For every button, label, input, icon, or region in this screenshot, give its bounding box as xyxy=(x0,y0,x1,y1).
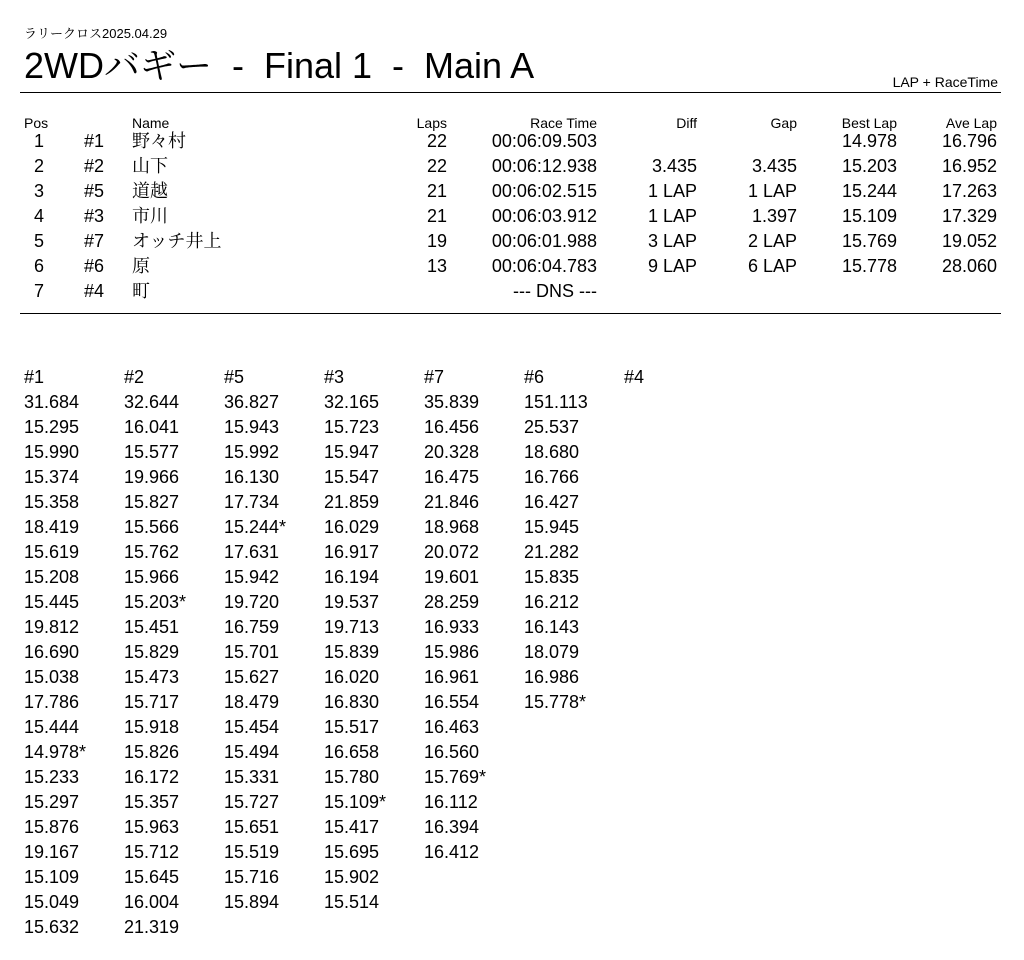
car-number-cell: #6 xyxy=(84,256,105,276)
lap-time: 15.203* xyxy=(124,592,187,612)
lap-column xyxy=(424,365,524,865)
result-row xyxy=(0,129,1024,154)
lap-time: 15.829 xyxy=(124,642,180,662)
best-lap-cell: 15.778 xyxy=(841,256,897,276)
lap-time: 15.902 xyxy=(324,867,380,887)
lap-time: 21.846 xyxy=(424,492,480,512)
car-number-cell: #1 xyxy=(84,131,105,151)
lap-time: 16.690 xyxy=(24,642,80,662)
top-divider xyxy=(20,92,1001,93)
lap-time: 15.331 xyxy=(224,767,280,787)
lap-time: 15.717 xyxy=(124,692,180,712)
lap-time: 31.684 xyxy=(24,392,80,412)
best-lap-cell: 15.769 xyxy=(841,231,897,251)
lap-time: 15.627 xyxy=(224,667,280,687)
lap-column-header: #1 xyxy=(24,367,45,387)
diff-cell: 3 LAP xyxy=(647,231,697,251)
lap-time: 15.727 xyxy=(224,792,280,812)
driver-name-cell: 町 xyxy=(132,281,150,301)
lap-time: 35.839 xyxy=(424,392,480,412)
diff-cell: 3.435 xyxy=(651,156,697,176)
lap-time: 15.992 xyxy=(224,442,280,462)
laps-cell: 19 xyxy=(426,231,447,251)
lap-time: 15.445 xyxy=(24,592,80,612)
laps-header: Laps xyxy=(416,115,447,131)
page-title: 2WDバギー - Final 1 - Main A xyxy=(24,45,535,86)
lap-time: 15.473 xyxy=(124,667,180,687)
lap-time: 15.295 xyxy=(24,417,80,437)
ave-lap-cell: 16.952 xyxy=(941,156,997,176)
driver-name-cell: 原 xyxy=(132,256,150,276)
pos-cell: 4 xyxy=(33,206,44,226)
lap-time: 16.194 xyxy=(324,567,380,587)
lap-time: 15.943 xyxy=(224,417,280,437)
lap-time: 15.716 xyxy=(224,867,280,887)
diff-cell: 9 LAP xyxy=(647,256,697,276)
pos-cell: 6 xyxy=(33,256,44,276)
gap-header: Gap xyxy=(770,115,797,131)
ave-lap-cell: 19.052 xyxy=(941,231,997,251)
lap-time: 15.945 xyxy=(524,517,580,537)
lap-time: 16.172 xyxy=(124,767,180,787)
laps-cell: 21 xyxy=(426,206,447,226)
lap-time: 15.780 xyxy=(324,767,380,787)
lap-time: 15.454 xyxy=(224,717,280,737)
lap-time: 18.680 xyxy=(524,442,580,462)
lap-time: 16.112 xyxy=(424,792,478,812)
gap-cell: 6 LAP xyxy=(747,256,797,276)
lap-time: 16.830 xyxy=(324,692,380,712)
lap-time: 18.479 xyxy=(224,692,280,712)
car-number-cell: #7 xyxy=(84,231,105,251)
lap-time: 16.766 xyxy=(524,467,580,487)
results-table xyxy=(0,114,1024,307)
ave-lap-cell: 17.263 xyxy=(941,181,997,201)
pos-cell: 1 xyxy=(33,131,44,151)
lap-time: 16.427 xyxy=(524,492,580,512)
lap-time: 15.947 xyxy=(324,442,380,462)
lap-time: 15.494 xyxy=(224,742,280,762)
lap-time: 16.463 xyxy=(424,717,480,737)
lap-time: 19.966 xyxy=(124,467,180,487)
lap-column xyxy=(24,365,124,940)
lap-time: 15.109* xyxy=(324,792,387,812)
best-lap-header: Best Lap xyxy=(841,115,897,131)
laps-cell: 13 xyxy=(426,256,447,276)
lap-time: 16.412 xyxy=(424,842,480,862)
lap-time: 15.519 xyxy=(224,842,280,862)
lap-time: 15.619 xyxy=(24,542,80,562)
lap-time: 15.374 xyxy=(24,467,80,487)
lap-time: 15.358 xyxy=(24,492,80,512)
lap-time: 15.701 xyxy=(224,642,280,662)
lap-column xyxy=(624,365,724,390)
lap-time: 19.812 xyxy=(24,617,80,637)
lap-time: 15.942 xyxy=(224,567,280,587)
lap-time: 16.004 xyxy=(124,892,180,912)
gap-cell: 1.397 xyxy=(751,206,797,226)
pos-cell: 5 xyxy=(33,231,44,251)
lap-time: 17.786 xyxy=(24,692,80,712)
lap-time: 15.966 xyxy=(124,567,180,587)
lap-column xyxy=(524,365,624,715)
result-row xyxy=(0,154,1024,179)
laps-cell: 21 xyxy=(426,181,447,201)
race-time-cell: 00:06:04.783 xyxy=(491,256,597,276)
lap-time: 17.734 xyxy=(224,492,280,512)
car-number-cell: #4 xyxy=(84,281,105,301)
lap-time: 15.049 xyxy=(24,892,80,912)
lap-time: 15.769* xyxy=(424,767,487,787)
lap-column xyxy=(324,365,424,915)
race-time-cell: 00:06:09.503 xyxy=(491,131,597,151)
lap-time: 15.451 xyxy=(124,617,180,637)
lap-time: 16.961 xyxy=(424,667,480,687)
lap-column-header: #7 xyxy=(424,367,445,387)
lap-time: 16.658 xyxy=(324,742,380,762)
lap-time: 16.456 xyxy=(424,417,480,437)
lap-time: 15.827 xyxy=(124,492,180,512)
driver-name-cell: 市川 xyxy=(132,206,168,226)
lap-time: 15.417 xyxy=(324,817,380,837)
lap-time: 15.651 xyxy=(224,817,280,837)
gap-cell: 1 LAP xyxy=(747,181,797,201)
lap-time: 15.986 xyxy=(424,642,480,662)
lap-time: 16.933 xyxy=(424,617,480,637)
best-lap-cell: 15.244 xyxy=(841,181,897,201)
lap-column-header: #5 xyxy=(224,367,245,387)
bottom-divider xyxy=(20,313,1001,314)
diff-cell: 1 LAP xyxy=(647,206,697,226)
ave-lap-cell: 28.060 xyxy=(941,256,997,276)
lap-time: 25.537 xyxy=(524,417,580,437)
lap-time: 15.918 xyxy=(124,717,180,737)
lap-time: 16.029 xyxy=(324,517,380,537)
driver-name-cell: オッチ井上 xyxy=(132,231,222,251)
lap-time: 19.720 xyxy=(224,592,280,612)
result-row xyxy=(0,179,1024,204)
event-label: ラリークロス2025.04.29 xyxy=(24,26,168,41)
lap-time: 16.759 xyxy=(224,617,280,637)
lap-time: 15.990 xyxy=(24,442,80,462)
lap-time: 36.827 xyxy=(224,392,280,412)
lap-time: 15.233 xyxy=(24,767,80,787)
gap-cell: 2 LAP xyxy=(747,231,797,251)
lap-time: 15.712 xyxy=(124,842,180,862)
lap-time: 21.859 xyxy=(324,492,380,512)
pos-cell: 3 xyxy=(33,181,44,201)
lap-time: 16.554 xyxy=(424,692,480,712)
lap-time: 16.394 xyxy=(424,817,480,837)
lap-time: 16.986 xyxy=(524,667,580,687)
lap-time: 20.328 xyxy=(424,442,480,462)
lap-time: 14.978* xyxy=(24,742,87,762)
lap-time: 15.514 xyxy=(324,892,380,912)
lap-time: 15.547 xyxy=(324,467,380,487)
car-number-cell: #2 xyxy=(84,156,105,176)
lap-time: 15.577 xyxy=(124,442,180,462)
lap-time: 16.917 xyxy=(324,542,380,562)
result-row xyxy=(0,204,1024,229)
lap-column-header: #3 xyxy=(324,367,345,387)
lap-time: 18.079 xyxy=(524,642,580,662)
lap-time: 15.835 xyxy=(524,567,580,587)
lap-time: 17.631 xyxy=(224,542,280,562)
lap-time: 151.113 xyxy=(524,392,588,412)
ave-lap-cell: 17.329 xyxy=(941,206,997,226)
lap-time: 15.778* xyxy=(524,692,587,712)
lap-time: 16.475 xyxy=(424,467,480,487)
lap-time: 32.165 xyxy=(324,392,380,412)
lap-time: 19.601 xyxy=(424,567,480,587)
lap-time: 32.644 xyxy=(124,392,180,412)
lap-time: 15.517 xyxy=(324,717,380,737)
lap-time: 19.713 xyxy=(324,617,380,637)
laps-cell: 22 xyxy=(426,156,447,176)
lap-time: 15.839 xyxy=(324,642,380,662)
dns-status: --- DNS --- xyxy=(513,281,597,301)
lap-time: 15.894 xyxy=(224,892,280,912)
lap-time: 18.419 xyxy=(24,517,80,537)
lap-time: 15.645 xyxy=(124,867,180,887)
lap-time: 15.876 xyxy=(24,817,80,837)
lap-time: 15.297 xyxy=(24,792,80,812)
format-label: LAP + RaceTime xyxy=(892,74,998,90)
lap-time: 16.212 xyxy=(524,592,580,612)
lap-column-header: #6 xyxy=(524,367,545,387)
car-number-cell: #5 xyxy=(84,181,105,201)
lap-time: 15.566 xyxy=(124,517,180,537)
diff-cell: 1 LAP xyxy=(647,181,697,201)
result-row-dns xyxy=(0,279,1024,304)
lap-time: 16.560 xyxy=(424,742,480,762)
race-time-cell: 00:06:02.515 xyxy=(491,181,597,201)
lap-time: 16.041 xyxy=(124,417,180,437)
name-header: Name xyxy=(132,115,170,131)
laps-cell: 22 xyxy=(426,131,447,151)
lap-time: 15.963 xyxy=(124,817,180,837)
lap-time: 21.282 xyxy=(524,542,580,562)
lap-time: 15.444 xyxy=(24,717,80,737)
pos-header: Pos xyxy=(24,115,49,131)
pos-cell: 7 xyxy=(33,281,44,301)
lap-time: 19.537 xyxy=(324,592,380,612)
car-number-cell: #3 xyxy=(84,206,105,226)
gap-cell: 3.435 xyxy=(751,156,797,176)
lap-time: 15.357 xyxy=(124,792,180,812)
driver-name-cell: 野々村 xyxy=(132,131,186,151)
pos-cell: 2 xyxy=(33,156,44,176)
best-lap-cell: 14.978 xyxy=(841,131,897,151)
lap-time: 18.968 xyxy=(424,517,480,537)
race-time-cell: 00:06:01.988 xyxy=(491,231,597,251)
ave-lap-header: Ave Lap xyxy=(945,115,997,131)
best-lap-cell: 15.109 xyxy=(841,206,897,226)
lap-time: 15.826 xyxy=(124,742,180,762)
lap-time: 15.762 xyxy=(124,542,180,562)
lap-time: 16.143 xyxy=(524,617,580,637)
race-time-header: Race Time xyxy=(530,115,597,131)
lap-column xyxy=(124,365,224,940)
lap-time: 28.259 xyxy=(424,592,480,612)
lap-time: 20.072 xyxy=(424,542,480,562)
lap-time: 15.208 xyxy=(24,567,80,587)
race-time-cell: 00:06:03.912 xyxy=(491,206,597,226)
lap-time: 15.038 xyxy=(24,667,80,687)
lap-time: 19.167 xyxy=(24,842,80,862)
driver-name-cell: 山下 xyxy=(132,156,168,176)
race-time-cell: 00:06:12.938 xyxy=(491,156,597,176)
ave-lap-cell: 16.796 xyxy=(941,131,997,151)
best-lap-cell: 15.203 xyxy=(841,156,897,176)
lap-time: 15.695 xyxy=(324,842,380,862)
lap-column-header: #4 xyxy=(624,367,645,387)
lap-time: 15.244* xyxy=(224,517,287,537)
lap-time: 16.130 xyxy=(224,467,280,487)
lap-column xyxy=(224,365,324,915)
lap-time: 21.319 xyxy=(124,917,180,937)
diff-header: Diff xyxy=(676,115,697,131)
lap-time: 16.020 xyxy=(324,667,380,687)
lap-time: 15.109 xyxy=(24,867,80,887)
result-row xyxy=(0,229,1024,254)
driver-name-cell: 道越 xyxy=(132,181,168,201)
lap-time: 15.723 xyxy=(324,417,380,437)
lap-time: 15.632 xyxy=(24,917,80,937)
result-row xyxy=(0,254,1024,279)
lap-column-header: #2 xyxy=(124,367,145,387)
